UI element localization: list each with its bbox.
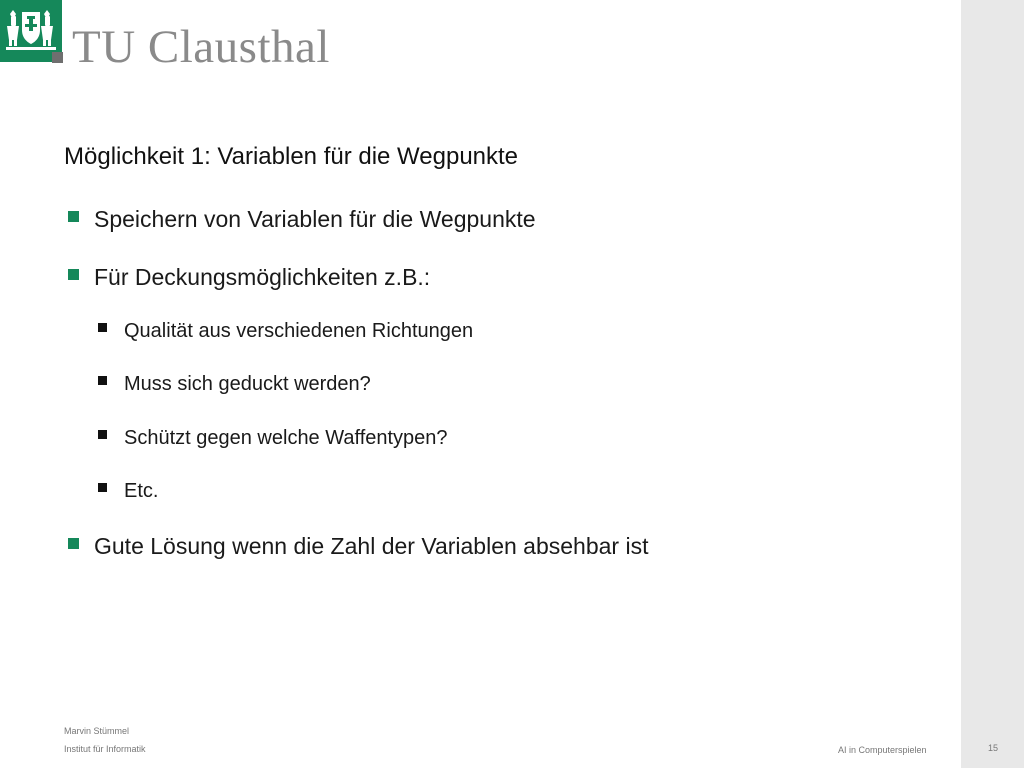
bullet-text: Für Deckungsmöglichkeiten z.B.: — [94, 264, 431, 290]
green-square-bullet-icon — [68, 538, 79, 549]
black-square-bullet-icon — [98, 483, 107, 492]
sub-bullet-item — [98, 424, 448, 452]
sub-bullet-text: Etc. — [124, 480, 159, 502]
right-sidebar-strip — [961, 0, 1024, 768]
footer-institute: Institut für Informatik — [64, 744, 146, 754]
sub-bullet-item — [98, 370, 371, 398]
sub-bullet-item — [98, 477, 158, 505]
bullet-item — [68, 262, 430, 292]
footer-author: Marvin Stümmel — [64, 726, 130, 736]
black-square-bullet-icon — [98, 323, 107, 332]
black-square-bullet-icon — [98, 376, 107, 385]
footer-course: AI in Computerspielen — [838, 745, 927, 755]
black-square-bullet-icon — [98, 430, 107, 439]
green-square-bullet-icon — [68, 211, 79, 222]
page-number: 15 — [988, 743, 999, 753]
sub-bullet-text: Qualität aus verschiedenen Richtungen — [124, 320, 474, 342]
green-square-bullet-icon — [68, 269, 79, 280]
sub-bullet-item — [98, 317, 473, 345]
slide-title: Möglichkeit 1: Variablen für die Wegpunkte — [64, 143, 519, 170]
bullet-text: Gute Lösung wenn die Zahl der Variablen absehbar ist — [94, 533, 649, 559]
bullet-item — [68, 204, 536, 234]
bullet-text: Speichern von Variablen für die Wegpunkte — [94, 206, 536, 232]
sub-bullet-text: Muss sich geduckt werden? — [124, 373, 371, 395]
sub-bullet-text: Schützt gegen welche Waffentypen? — [124, 427, 448, 449]
logo-square-mark — [52, 52, 63, 63]
bullet-item — [68, 531, 648, 561]
logo-text: TU Clausthal — [72, 21, 330, 73]
